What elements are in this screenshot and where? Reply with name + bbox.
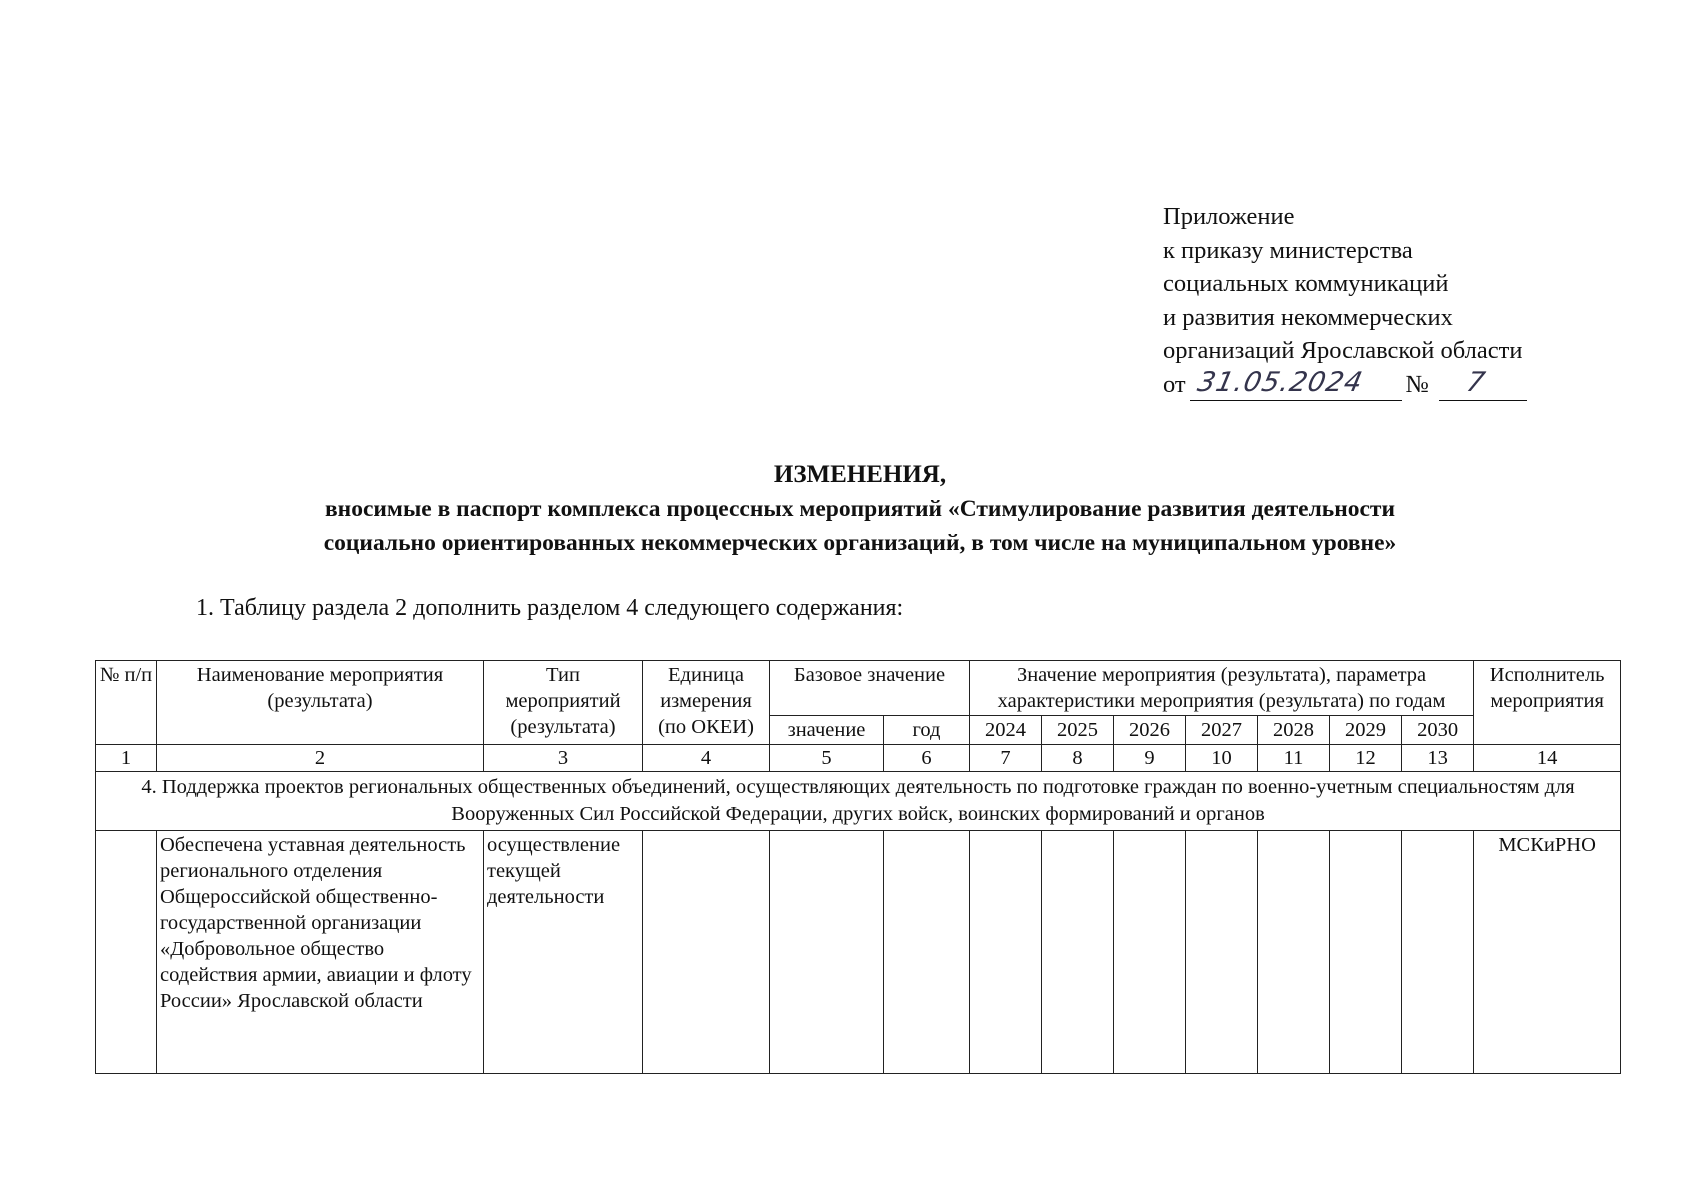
table-row bbox=[96, 831, 1621, 1074]
cell-unit bbox=[643, 831, 770, 1074]
appendix-header bbox=[1163, 200, 1531, 401]
cell-base-year bbox=[884, 831, 970, 1074]
number-blank bbox=[1439, 366, 1527, 401]
header-year: 2030 bbox=[1402, 716, 1474, 745]
title-main: ИЗМЕНЕНИЯ, bbox=[773, 461, 947, 488]
cell-year-value bbox=[1402, 831, 1474, 1074]
column-number: 10 bbox=[1186, 745, 1258, 772]
instruction-paragraph: 1. Таблицу раздела 2 дополнить разделом 4 следующего содержания: bbox=[196, 595, 904, 621]
section-title: 4. Поддержка проектов региональных общественных объединений, осуществляющих деятельность по подготовке граждан по военно-учетным специальностям для Вооруженных Сил Российской Федерации, других войск, воинских формирований и органов bbox=[96, 772, 1621, 831]
cell-name: Обеспечена уставная деятельность регионального отделения Общероссийской общественно-государственной организации «Добровольное общество содействия армии, авиации и флоту России» Ярославской области bbox=[157, 831, 484, 1074]
handwritten-date: 31.05.2024 bbox=[1194, 366, 1366, 398]
header-executor: Исполнитель мероприятия bbox=[1474, 661, 1621, 745]
header-year: 2028 bbox=[1258, 716, 1330, 745]
handwritten-number: 7 bbox=[1463, 366, 1489, 398]
cell-executor: МСКиРНО bbox=[1474, 831, 1621, 1074]
header-base-year: год bbox=[884, 716, 970, 745]
header-year: 2029 bbox=[1330, 716, 1402, 745]
column-number: 14 bbox=[1474, 745, 1621, 772]
number-prefix: № bbox=[1405, 370, 1430, 398]
header-year: 2027 bbox=[1186, 716, 1258, 745]
cell-year-value bbox=[970, 831, 1042, 1074]
section-row bbox=[96, 772, 1621, 831]
cell-year-value bbox=[1114, 831, 1186, 1074]
appendix-line: к приказу министерства bbox=[1163, 236, 1413, 264]
appendix-line: Приложение bbox=[1163, 203, 1295, 230]
appendix-line: и развития некоммерческих bbox=[1163, 303, 1453, 331]
header-base-value: значение bbox=[770, 716, 884, 745]
title-subtitle-line: вносимые в паспорт комплекса процессных мероприятий «Стимулирование развития деятельности bbox=[324, 496, 1395, 522]
column-number: 12 bbox=[1330, 745, 1402, 772]
document-title bbox=[150, 458, 1570, 560]
column-number: 11 bbox=[1258, 745, 1330, 772]
column-number: 8 bbox=[1042, 745, 1114, 772]
cell-year-value bbox=[1042, 831, 1114, 1074]
header-year: 2026 bbox=[1114, 716, 1186, 745]
column-number: 1 bbox=[96, 745, 157, 772]
column-number: 7 bbox=[970, 745, 1042, 772]
header-num: № п/п bbox=[96, 661, 157, 745]
column-number: 6 bbox=[884, 745, 970, 772]
column-number: 3 bbox=[484, 745, 643, 772]
date-blank bbox=[1190, 366, 1402, 401]
header-type: Тип мероприятий (результата) bbox=[484, 661, 643, 745]
order-date-number-line bbox=[1163, 368, 1531, 402]
title-subtitle-line: социально ориентированных некоммерческих организаций, в том числе на муниципальном уровне» bbox=[323, 530, 1397, 556]
column-number: 2 bbox=[157, 745, 484, 772]
cell-base-value bbox=[770, 831, 884, 1074]
cell-year-value bbox=[1330, 831, 1402, 1074]
cell-year-value bbox=[1258, 831, 1330, 1074]
measures-table bbox=[95, 660, 1621, 1074]
column-number: 9 bbox=[1114, 745, 1186, 772]
header-year: 2024 bbox=[970, 716, 1042, 745]
cell-num bbox=[96, 831, 157, 1074]
column-number: 5 bbox=[770, 745, 884, 772]
appendix-line: социальных коммуникаций bbox=[1163, 270, 1449, 297]
cell-year-value bbox=[1186, 831, 1258, 1074]
header-row bbox=[96, 661, 1621, 716]
column-number: 13 bbox=[1402, 745, 1474, 772]
header-name: Наименование мероприятия (результата) bbox=[157, 661, 484, 745]
header-base: Базовое значение bbox=[770, 661, 970, 716]
header-unit: Единица измерения (по ОКЕИ) bbox=[643, 661, 770, 745]
date-prefix: от bbox=[1163, 370, 1186, 398]
header-year: 2025 bbox=[1042, 716, 1114, 745]
appendix-line: организаций Ярославской области bbox=[1163, 337, 1523, 364]
header-values: Значение мероприятия (результата), параметра характеристики мероприятия (результата) по годам bbox=[970, 661, 1474, 716]
column-number: 4 bbox=[643, 745, 770, 772]
column-number-row bbox=[96, 745, 1621, 772]
cell-type: осуществление текущей деятельности bbox=[484, 831, 643, 1074]
